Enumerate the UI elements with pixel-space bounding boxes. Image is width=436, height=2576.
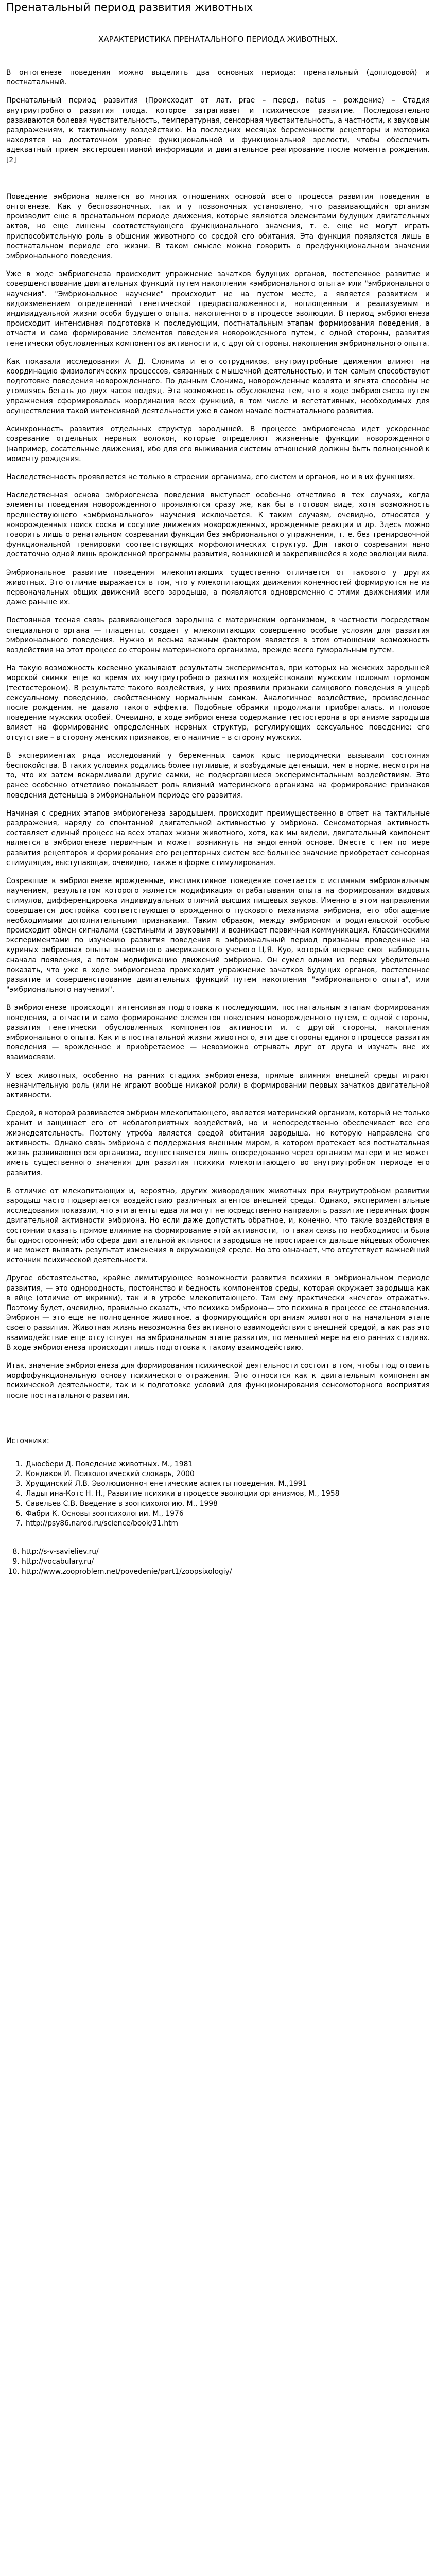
page-title: Пренатальный период развития животных [6,1,253,13]
sources-title: Источники: [6,1436,49,1445]
paragraph: Асинхронность развития отдельных структур зародышей. В процессе эмбриогенеза идет ускоренное созревание отдельных нервных волокон, которые определяют жизненные функции новорожденного (например, сосательные движения), ибо для его выживания системы отношений должны быть полноценной к моменту рождения. [6,425,430,463]
paragraph: Наследственность проявляется не только в строении организма, его систем и органов, но и в их функциях. [6,472,415,481]
source-item: 3. Хрущинский Л.В. Эволюционно-генетические аспекты поведения. М.,1991 [25,1479,430,1489]
section-heading: ХАРАКТЕРИСТИКА ПРЕНАТАЛЬНОГО ПЕРИОДА ЖИВОТНЫХ. [98,35,338,44]
paragraph: У всех животных, особенно на ранних стадиях эмбриогенеза, прямые влияния внешней среды играют незначительную роль (или не играют вообще никакой роли) в формировании первых зачатков двигательной активности. [6,1071,430,1100]
source-item: 7. http://psy86.narod.ru/science/book/31.htm [25,1519,430,1529]
paragraph: В онтогенезе поведения можно выделить два основных периода: пренатальный (доплодовой) и постнатальный. [6,69,430,87]
paragraph: Постоянная тесная связь развивающегося зародыша с материнским организмом, в частности посредством специального органа — плаценты, создает у млекопитающих совершенно особые условия для развития эмбрионального поведения. Нужно и весьма важным фактором является в этом отношении возможность воздействия на этот процесс со стороны материнского организма, прежде всего гуморальным путем. [6,616,430,654]
url-list [6,1547,430,1577]
paragraph: Пренатальный период развития (Происходит от лат. prae – перед, natus – рождение) – Стадия внутриутробного развития плода, которое затрагивает и психическое развитие. Последовательно развиваются болевая чувствительность, температурная, сенсорная чувствительность, а частности, к звуковым раздражениям, к тактильному воздействию. На последних месяцах беременности рецепторы и моторика находятся на достаточном уровне функциональной и функциональной зрелости, чтобы обеспечить адекватный прием экстероцептивной информации и двигательное реагирование после момента рождения. [2] [6,96,430,164]
sources-list [6,1460,430,1529]
url-item: 9. http://vocabulary.ru/ [22,1557,430,1567]
paragraph: Созревшие в эмбриогенезе врожденные, инстинктивное поведение сочетается с истинным эмбриональным научением, результатом которого является модификация отрабатывания опыта на формирования видовых стимулов, дифференцировка индивидуальных отличий высших пищевых звуков. Именно в этом направлении совершается достройка соответствующего врожденного пускового механизма эмбриона, его обогащение необходимыми дополнительными признаками. Таким образом, между эмбрионом и родительской особью происходит обмен сигналами (светиными и звуковыми) и возникает первичная коммуникация. Классическими экспериментами по изучению развития поведения в эмбриональный период признаны проведенные на куриных эмбрионах опыты знаменитого американского ученого Ц.Я. Куо, который впервые смог наблюдать сначала появления, а потом модификацию движений эмбриона. Он сумел одним из первых убедительно показать, что уже в ходе эмбриогенеза происходит упражнение зачатков будущих органов, постепенное развитие и совершенствование двигательных функций путем накопления "эмбрионального опыта", или "эмбрионального научения". [6,877,430,994]
url-item: 10. http://www.zooproblem.net/povedenie/part1/zoopsixologiy/ [22,1567,430,1577]
paragraph: Эмбриональное развитие поведения млекопитающих существенно отличается от такового у других животных. Это отличие выражается в том, что у млекопитающих движения конечностей формируются не из первоначальных общих движений всего зародыша, а появляются одновременно с этими движениями или даже раньше их. [6,568,430,607]
paragraph: В отличие от млекопитающих и, вероятно, других живородящих животных при внутриутробном развитии зародыш часто подвергается воздействию различных агентов внешней среды. Однако, экспериментальные исследования показали, что эти агенты едва ли могут непосредственно направлять развитие первичных форм двигательной активности эмбриона. Но если даже допустить обратное, и, конечно, что такие воздействия в состоянии оказать прямое влияние на формирование этой активности, то такая связь по необходимости была бы односторонней; ибо сфера двигательной активности зародыша не простирается дальше яйцевых оболочек и не может вызвать результат изменения в окружающей среде. Но это означает, что отсутствует важнейший источник психической деятельности. [6,1187,430,1265]
source-item: 4. Ладыгина-Котс Н. Н., Развитие психики в процессе эволюции организмов, М., 1958 [25,1489,430,1499]
url-item: 8. http://s-v-savieliev.ru/ [22,1547,430,1557]
paragraph: Средой, в которой развивается эмбрион млекопитающего, является материнский организм, который не только хранит и защищает его от неблагоприятных воздействий, но и непосредственно обеспечивает все его жизнедеятельность. Поэтому утроба является средой обитания зародыша, но которую направлена его активность. Однако связь эмбриона с поддержания внешним миром, в котором протекает вся постнатальная жизнь развивающегося организма, осуществляется лишь опосредованно через организм матери и не может иметь существенного значения для развития психики млекопитающего во внутриутробном периоде его развития. [6,1109,430,1177]
source-item: 5. Савельев С.В. Введение в зоопсихологию. М., 1998 [25,1499,430,1509]
source-item: 6. Фабри К. Основы зоопсихологии. М., 1976 [25,1509,430,1519]
source-item: 1. Дьюсбери Д. Поведение животных. М., 1981 [25,1460,430,1469]
paragraph: Другое обстоятельство, крайне лимитирующее возможности развития психики в эмбриональном периоде развития, — это однородность, постоянство и бедность компонентов среды, которая окружает зародыша как в яйце (отличие от икринки), так и в утробе млекопитающего. Там ему практически «нечего» отражать». Поэтому будет, очевидно, правильно сказать, что психика эмбриона— это психика в процессе ее становления. Эмбрион — это еще не полноценное животное, а формирующийся организм животного на начальном этапе своего развития. Животная жизнь невозможна без активного взаимодействия с внешней средой, а как раз это взаимодействие еще отсутствует на эмбриональном этапе развития, по меньшей мере на его ранних стадиях. В ходе эмбриогенеза происходит лишь подготовка к такому взаимодействию. [6,1274,430,1352]
paragraph: Начиная с средних этапов эмбриогенеза зародышем, происходит преимущественно в ответ на тактильные раздражения, наряду со спонтанной двигательной активностью у эмбриона. Сенсомоторная активность составляет единый процесс на всех этапах жизни животного, хотя, как мы видели, двигательный компонент является в эмбриогенезе первичным и может возникнуть на эндогенной основе. Вместе с тем по мере развития рецепторов и формирования его рецепторных систем все большее значение приобретает сенсорная стимуляция, выступающая, очевидно, также в форме стимулирования. [6,809,430,867]
paragraph: Итак, значение эмбриогенеза для формирования психической деятельности состоит в том, чтобы подготовить морфофункциональную основу психического отражения. Это относится как к двигательным компонентам психической деятельности, так и к подготовке условий для функционирования сенсомоторного восприятия после постнатального развития. [6,1361,430,1400]
article-body [6,68,430,1401]
paragraph: В эмбриогенезе происходит интенсивная подготовка к последующим, постнатальным этапам формирования поведения, а отчасти и само формирование элементов поведения новорожденного путем, с одной стороны, развития генетически обусловленных компонентов активности и, с другой стороны, накопления эмбрионального опыта. Как и в постнатальной жизни животного, эти две стороны единого процесса развития поведения — врожденное и приобретаемое — невозможно отрывать друг от друга и изучать вне их взаимосвязи. [6,1004,430,1062]
paragraph: Поведение эмбриона является во многих отношениях основой всего процесса развития поведения в онтогенезе. Как у беспозвоночных, так и у позвоночных установлено, что развивающийся организм производит еще в пренатальном периоде движения, которые являются элементами будущих двигательных актов, но еще лишены соответствующего функционального значения, т. е. еще не могут играть приспособительную роль в общении животного со средой его обитания. Эта функция появляется лишь в постнатальном периоде его жизни. В таком смысле можно говорить о предфункциональном значении эмбрионального поведения. [6,192,430,261]
paragraph: Уже в ходе эмбриогенеза происходит упражнение зачатков будущих органов, постепенное развитие и совершенствование двигательных функций путем накопления «эмбрионального опыта» или "эмбрионального научения". "Эмбриональное научение" происходит не на пустом месте, а является развитием и видоизменением определенной генетической предрасположенности, воплощенным и реализуемым в индивидуальной жизни особи будущего опыта, накопленного в процессе эволюции. В период эмбриогенеза происходит интенсивная подготовка к последующим, постнатальным этапам формирования поведения, а отчасти и само формирование элементов поведения новорожденного путем, с одной стороны, развития генетически обусловленных компонентов активности и, с другой стороны, накопления эмбрионального опыта. [6,270,430,348]
paragraph: Как показали исследования А. Д. Слонима и его сотрудников, внутриутробные движения влияют на координацию физиологических процессов, связанных с мышечной деятельностью, и тем самым способствуют подготовке поведения новорожденного. По данным Слонима, новорожденные козлята и ягнята способны не утомляясь бегать до двух часов подряд. Эта возможность обусловлена тем, что в ходе эмбриогенеза путем упражнения сформировалась координация всех функций, в том числе и вегетативных, необходимых для осуществления такой интенсивной деятельности уже в самом начале постнатального развития. [6,357,430,415]
source-item: 2. Кондаков И. Психологический словарь, 2000 [25,1469,430,1479]
paragraph: На такую возможность косвенно указывают результаты экспериментов, при которых на женских зародышей морской свинки еще во время их внутриутробного развития воздействовали мужским половым гормоном (тестостероном). В результате такого воздействия, у них проявили признаки самцового поведения в ущерб сексуальному поведению, свойственному нормальным самкам. Аналогичное воздействие, произведенное после рождения, не давало такого эффекта. Подобные обрамки продолжали приобреталась, и половое поведение мужских особей. Очевидно, в ходе эмбриогенеза содержание тестостерона в организме зародыша влияет на формирование определенных нервных структур, регулирующих сексуальное поведение: его отсутствие – в сторону женских признаков, его наличие – в сторону мужских. [6,664,430,742]
paragraph: Наследственная основа эмбриогенеза поведения выступает особенно отчетливо в тех случаях, когда элементы поведения новорожденного проявляются сразу же, как бы в готовом виде, хотя возможность предшествующего «эмбрионального» научения исключается. К таким случаям, очевидно, относятся у новорожденных поиск соска и сосущие движения новорожденных, врожденные реакции и др. Здесь можно говорить лишь о ренатальном созревании функции без эмбрионального упражнения, т. е. без тренировочной функциональной тренировки соответствующих морфологических структур. Для такого созревания явно достаточно одной лишь врожденной программы развития, возникшей и закрепившейся в ходе эволюции вида. [6,491,430,559]
paragraph: В экспериментах ряда исследований у беременных самок крыс периодически вызывали состояния беспокойства. В таких условиях родились более пугливые, и возбудимые детеныши, чем в норме, несмотря на то, что их затем вскармливали другие самки, не подвергавшиеся экспериментальным воздействиям. Это ранее особенно отчетливо показывает роль влияний материнского организма на формирование признаков поведения детеныша в эмбриональном периоде его развития. [6,751,430,800]
